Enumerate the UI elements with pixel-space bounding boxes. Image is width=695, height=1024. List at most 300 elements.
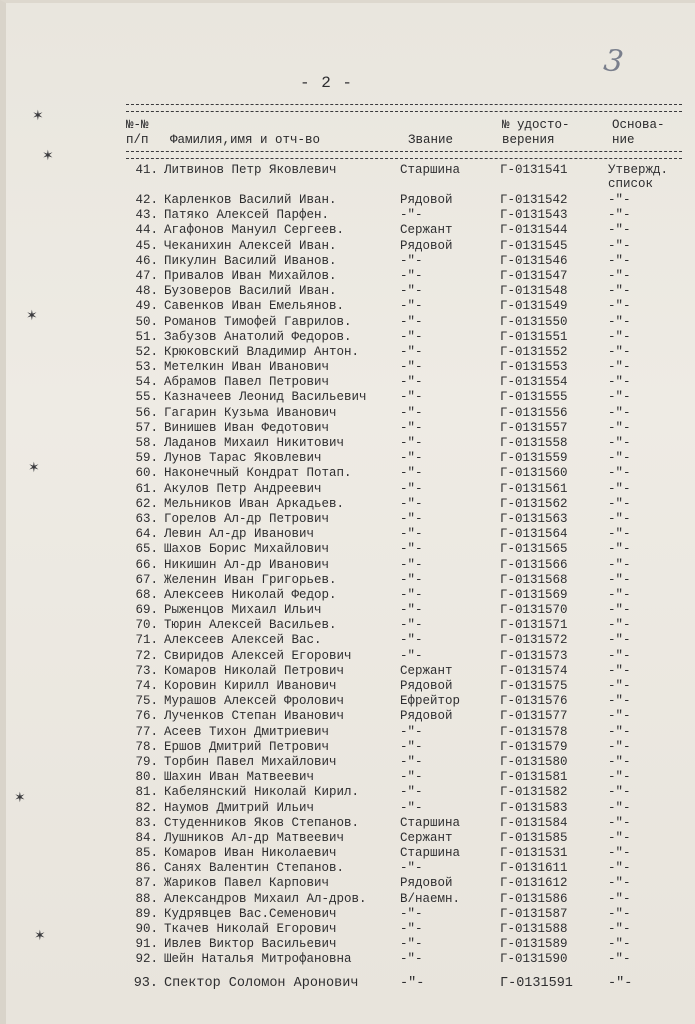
cell-basis: -"- [608,542,631,557]
cell-rank: Сержант [400,223,453,238]
table-row [0,709,695,724]
cell-num: 64. [135,527,158,542]
cell-basis: -"- [608,815,631,830]
cell-rank: -"- [400,375,423,390]
cell-basis: Утвержд. список [608,163,669,191]
table-row [0,436,695,451]
margin-mark: ✶ [26,308,38,324]
cell-cert: Г-0131531 [500,846,568,861]
cell-cert: Г-0131546 [500,253,568,268]
cell-basis: -"- [608,284,631,299]
cell-basis: -"- [608,891,631,906]
cell-num: 76. [135,709,158,724]
cell-cert: Г-0131574 [500,663,568,678]
cell-cert: Г-0131553 [500,360,568,375]
cell-rank: В/наемн. [400,891,461,906]
cell-rank: -"- [400,906,423,921]
cell-basis: -"- [608,344,631,359]
header-num: №-№ п/п [126,118,149,147]
cell-name: Шахин Иван Матвеевич [164,770,315,785]
cell-basis: -"- [608,360,631,375]
cell-rank: -"- [400,724,423,739]
cell-cert: Г-0131554 [500,375,568,390]
cell-basis: -"- [608,618,631,633]
cell-cert: Г-0131563 [500,511,568,526]
cell-name: Шахов Борис Михайлович [164,542,330,557]
table-row [0,360,695,375]
cell-basis: -"- [608,785,631,800]
cell-num: 74. [135,679,158,693]
cell-cert: Г-0131591 [500,975,573,991]
cell-num: 86. [135,861,158,876]
page-number: - 2 - [300,74,354,92]
cell-basis: -"- [608,329,631,344]
cell-cert: Г-0131582 [500,785,568,800]
cell-num: 62. [135,496,158,511]
cell-name: Метелкин Иван Иванович [164,360,330,375]
cell-basis: -"- [608,314,631,329]
cell-basis: -"- [608,481,631,496]
cell-cert: Г-0131578 [500,724,568,739]
cell-name: Кабелянский Николай Кирил. [164,785,360,800]
cell-num: 73. [135,663,158,678]
cell-rank: Рядовой [400,238,453,253]
cell-rank: -"- [400,451,423,466]
cell-rank: Рядовой [400,679,453,693]
cell-num: 58. [135,436,158,450]
cell-basis: -"- [608,511,631,526]
cell-cert: Г-0131549 [500,299,568,314]
cell-rank: -"- [400,344,423,359]
table-row [0,603,695,618]
cell-num: 83. [135,815,158,830]
table-row [0,785,695,800]
cell-name: Гагарин Кузьма Иванович [164,405,337,420]
cell-name: Пикулин Василий Иванов. [164,253,337,268]
cell-name: Чеканихин Алексей Иван. [164,238,337,253]
table-row [0,573,695,588]
cell-num: 93. [133,975,158,991]
table-row [0,269,695,284]
cell-num: 63. [135,511,158,526]
cell-num: 67. [135,572,158,587]
cell-cert: Г-0131541 [500,163,568,177]
cell-name: Коровин Кирилл Иванович [164,679,337,693]
cell-basis: -"- [608,496,631,511]
cell-rank: -"- [400,952,423,967]
cell-rank: -"- [400,603,423,618]
cell-name: Казначеев Леонид Васильевич [164,390,367,405]
cell-rank: Старшина [400,163,461,177]
cell-name: Патяко Алексей Парфен. [164,208,330,223]
cell-cert: Г-0131579 [500,739,568,754]
table-row [0,922,695,937]
cell-rank: -"- [400,922,423,936]
cell-name: Наумов Дмитрий Ильич [164,800,315,815]
table-row [0,558,695,573]
cell-cert: Г-0131576 [500,694,568,709]
cell-name: Торбин Павел Михайлович [164,754,337,769]
cell-cert: Г-0131612 [500,876,568,891]
cell-num: 56. [135,405,158,420]
cell-rank: -"- [400,420,423,435]
cell-name: Абрамов Павел Петрович [164,375,330,390]
cell-cert: Г-0131545 [500,238,568,253]
cell-num: 55. [135,390,158,405]
table-row [0,861,695,876]
cell-name: Забузов Анатолий Федоров. [164,329,352,344]
table-row [0,482,695,497]
cell-num: 92. [135,952,158,967]
cell-name: Асеев Тихон Дмитриевич [164,724,330,739]
cell-basis: -"- [608,975,633,991]
cell-name: Агафонов Мануил Сергеев. [164,223,345,238]
cell-basis: -"- [608,663,631,678]
cell-rank: Сержант [400,663,453,678]
table-row [0,299,695,314]
cell-cert: Г-0131543 [500,208,568,223]
cell-cert: Г-0131556 [500,405,568,420]
cell-basis: -"- [608,208,631,223]
cell-num: 87. [135,876,158,891]
table-row [0,588,695,603]
cell-cert: Г-0131561 [500,481,568,496]
table-row [0,254,695,269]
cell-num: 72. [135,648,158,663]
cell-num: 79. [135,754,158,769]
cell-num: 90. [135,922,158,936]
cell-basis: -"- [608,299,631,314]
table-row [0,239,695,254]
cell-num: 54. [135,375,158,390]
cell-num: 46. [135,253,158,268]
cell-num: 59. [135,451,158,466]
cell-name: Свиридов Алексей Егорович [164,648,352,663]
table-row [0,345,695,360]
cell-name: Наконечный Кондрат Потап. [164,466,352,481]
table-row [0,512,695,527]
cell-rank: -"- [400,557,423,572]
cell-cert: Г-0131552 [500,344,568,359]
cell-name: Ершов Дмитрий Петрович [164,739,330,754]
table-row [0,770,695,785]
cell-rank: -"- [400,633,423,648]
table-row [0,223,695,238]
cell-cert: Г-0131584 [500,815,568,830]
cell-rank: -"- [400,360,423,375]
cell-cert: Г-0131573 [500,648,568,663]
cell-cert: Г-0131564 [500,527,568,542]
cell-basis: -"- [608,253,631,268]
corner-page-number: 3 [601,42,626,81]
cell-rank: -"- [400,785,423,800]
cell-rank: -"- [400,405,423,420]
cell-rank: -"- [400,527,423,542]
table-row [0,679,695,694]
cell-rank: -"- [400,861,423,876]
cell-basis: -"- [608,679,631,693]
cell-name: Тюрин Алексей Васильев. [164,618,337,633]
cell-cert: Г-0131569 [500,587,568,602]
table-row [0,163,695,193]
table-row [0,649,695,664]
cell-num: 71. [135,633,158,648]
cell-rank: -"- [400,268,423,283]
cell-name: Лунов Тарас Яковлевич [164,451,322,466]
cell-num: 66. [135,557,158,572]
cell-cert: Г-0131570 [500,603,568,618]
cell-cert: Г-0131558 [500,436,568,450]
cell-num: 60. [135,466,158,481]
table-row [0,527,695,542]
cell-num: 61. [135,481,158,496]
cell-num: 68. [135,587,158,602]
cell-cert: Г-0131562 [500,496,568,511]
cell-num: 84. [135,830,158,845]
table-row [0,952,695,967]
cell-name: Горелов Ал-др Петрович [164,511,330,526]
cell-name: Винишев Иван Федотович [164,420,330,435]
cell-basis: -"- [608,648,631,663]
cell-num: 88. [135,891,158,906]
header-basis: Основа- ние [612,118,665,147]
cell-basis: -"- [608,436,631,450]
cell-basis: -"- [608,557,631,572]
cell-rank: -"- [400,542,423,557]
table-row [0,542,695,557]
cell-rank: Рядовой [400,709,453,724]
cell-num: 78. [135,739,158,754]
cell-basis: -"- [608,876,631,891]
cell-cert: Г-0131586 [500,891,568,906]
cell-name: Санях Валентин Степанов. [164,861,345,876]
cell-rank: -"- [400,284,423,299]
table-row [0,375,695,390]
cell-rank: -"- [400,390,423,405]
cell-name: Крюковский Владимир Антон. [164,344,360,359]
cell-cert: Г-0131547 [500,268,568,283]
cell-name: Комаров Николай Петрович [164,663,345,678]
cell-rank: -"- [400,329,423,344]
table-row [0,876,695,891]
cell-basis: -"- [608,466,631,481]
margin-mark: ✶ [14,790,26,806]
cell-basis: -"- [608,694,631,709]
margin-mark: ✶ [42,148,54,164]
cell-name: Ивлев Виктор Васильевич [164,937,337,952]
record-table [0,163,695,996]
cell-cert: Г-0131548 [500,284,568,299]
table-row [0,208,695,223]
cell-num: 91. [135,937,158,952]
cell-basis: -"- [608,846,631,861]
cell-basis: -"- [608,451,631,466]
table-row [0,801,695,816]
cell-basis: -"- [608,906,631,921]
cell-rank: -"- [400,511,423,526]
cell-cert: Г-0131566 [500,557,568,572]
cell-basis: -"- [608,800,631,815]
cell-num: 45. [135,238,158,253]
cell-num: 70. [135,618,158,633]
table-row [0,421,695,436]
cell-name: Алексеев Николай Федор. [164,587,337,602]
cell-num: 50. [135,314,158,329]
cell-name: Мельников Иван Аркадьев. [164,496,345,511]
cell-name: Бузоверов Василий Иван. [164,284,337,299]
table-row [0,315,695,330]
margin-mark: ✶ [28,460,40,476]
cell-rank: -"- [400,314,423,329]
cell-rank: -"- [400,587,423,602]
table-row [0,284,695,299]
table-row [0,451,695,466]
cell-num: 47. [135,268,158,283]
cell-num: 51. [135,329,158,344]
cell-rank: -"- [400,770,423,785]
cell-cert: Г-0131577 [500,709,568,724]
table-row [0,664,695,679]
table-row [0,390,695,405]
cell-rank: Ефрейтор [400,694,461,709]
cell-cert: Г-0131565 [500,542,568,557]
cell-rank: -"- [400,496,423,511]
cell-name: Мурашов Алексей Фролович [164,694,345,709]
cell-name: Алексеев Алексей Вас. [164,633,322,648]
cell-cert: Г-0131560 [500,466,568,481]
margin-mark: ✶ [34,928,46,944]
table-row [0,618,695,633]
cell-name: Лушников Ал-др Матвеевич [164,830,345,845]
cell-num: 75. [135,694,158,709]
cell-num: 41. [135,163,158,177]
table-row [0,466,695,481]
cell-basis: -"- [608,375,631,390]
cell-name: Лученков Степан Иванович [164,709,345,724]
cell-rank: -"- [400,572,423,587]
cell-name: Комаров Иван Николаевич [164,846,337,861]
cell-name: Левин Ал-др Иванович [164,527,315,542]
table-row [0,406,695,421]
cell-name: Романов Тимофей Гаврилов. [164,314,352,329]
table-row [0,907,695,922]
cell-num: 42. [135,193,158,207]
cell-rank: -"- [400,466,423,481]
cell-basis: -"- [608,527,631,542]
cell-num: 77. [135,724,158,739]
table-row [0,976,695,996]
table-row [0,937,695,952]
cell-basis: -"- [608,390,631,405]
cell-name: Ткачев Николай Егорович [164,922,337,936]
cell-basis: -"- [608,922,631,936]
cell-num: 57. [135,420,158,435]
cell-rank: -"- [400,436,423,450]
table-row [0,694,695,709]
cell-rank: Старшина [400,846,461,861]
cell-name: Жариков Павел Карпович [164,876,330,891]
cell-basis: -"- [608,709,631,724]
cell-basis: -"- [608,268,631,283]
cell-rank: -"- [400,253,423,268]
header-rank: Звание [408,133,454,147]
cell-basis: -"- [608,223,631,238]
table-row [0,725,695,740]
cell-rank: -"- [400,299,423,314]
cell-name: Студенников Яков Степанов. [164,815,360,830]
cell-basis: -"- [608,739,631,754]
cell-num: 85. [135,846,158,861]
cell-basis: -"- [608,830,631,845]
cell-basis: -"- [608,633,631,648]
cell-cert: Г-0131559 [500,451,568,466]
cell-name: Акулов Петр Андреевич [164,481,322,496]
header-cert: № удосто- верения [502,118,570,147]
cell-cert: Г-0131590 [500,952,568,967]
cell-rank: -"- [400,208,423,223]
cell-name: Желенин Иван Григорьев. [164,572,337,587]
cell-cert: Г-0131555 [500,390,568,405]
header-rule-bottom [126,151,682,159]
cell-name: Шейн Наталья Митрофановна [164,952,352,967]
cell-num: 65. [135,542,158,557]
table-row [0,846,695,861]
cell-cert: Г-0131587 [500,906,568,921]
cell-basis: -"- [608,572,631,587]
cell-num: 49. [135,299,158,314]
cell-name: Александров Михаил Ал-дров. [164,891,367,906]
table-row [0,755,695,770]
cell-name: Спектор Соломон Аронович [164,975,359,991]
cell-cert: Г-0131585 [500,830,568,845]
table-row [0,740,695,755]
cell-num: 44. [135,223,158,238]
table-row [0,633,695,648]
cell-basis: -"- [608,937,631,952]
header-name: Фамилия,имя и отч-во [170,133,321,147]
cell-cert: Г-0131575 [500,679,568,693]
cell-name: Ладанов Михаил Никитович [164,436,345,450]
cell-cert: Г-0131611 [500,861,568,876]
cell-name: Литвинов Петр Яковлевич [164,163,337,177]
cell-cert: Г-0131568 [500,572,568,587]
cell-name: Савенков Иван Емельянов. [164,299,345,314]
cell-name: Никишин Ал-др Иванович [164,557,330,572]
cell-cert: Г-0131542 [500,193,568,207]
cell-cert: Г-0131544 [500,223,568,238]
cell-basis: -"- [608,724,631,739]
cell-num: 53. [135,360,158,375]
cell-rank: -"- [400,975,425,991]
cell-num: 81. [135,785,158,800]
cell-rank: -"- [400,754,423,769]
cell-rank: Рядовой [400,876,453,891]
cell-basis: -"- [608,861,631,876]
table-row [0,892,695,907]
margin-mark: ✶ [32,108,44,124]
cell-basis: -"- [608,193,631,207]
cell-cert: Г-0131551 [500,329,568,344]
cell-cert: Г-0131580 [500,754,568,769]
cell-basis: -"- [608,603,631,618]
header-rule-top [126,104,682,112]
cell-cert: Г-0131588 [500,922,568,936]
cell-num: 52. [135,344,158,359]
cell-name: Привалов Иван Михайлов. [164,268,337,283]
cell-num: 80. [135,770,158,785]
table-row [0,193,695,208]
table-row [0,330,695,345]
